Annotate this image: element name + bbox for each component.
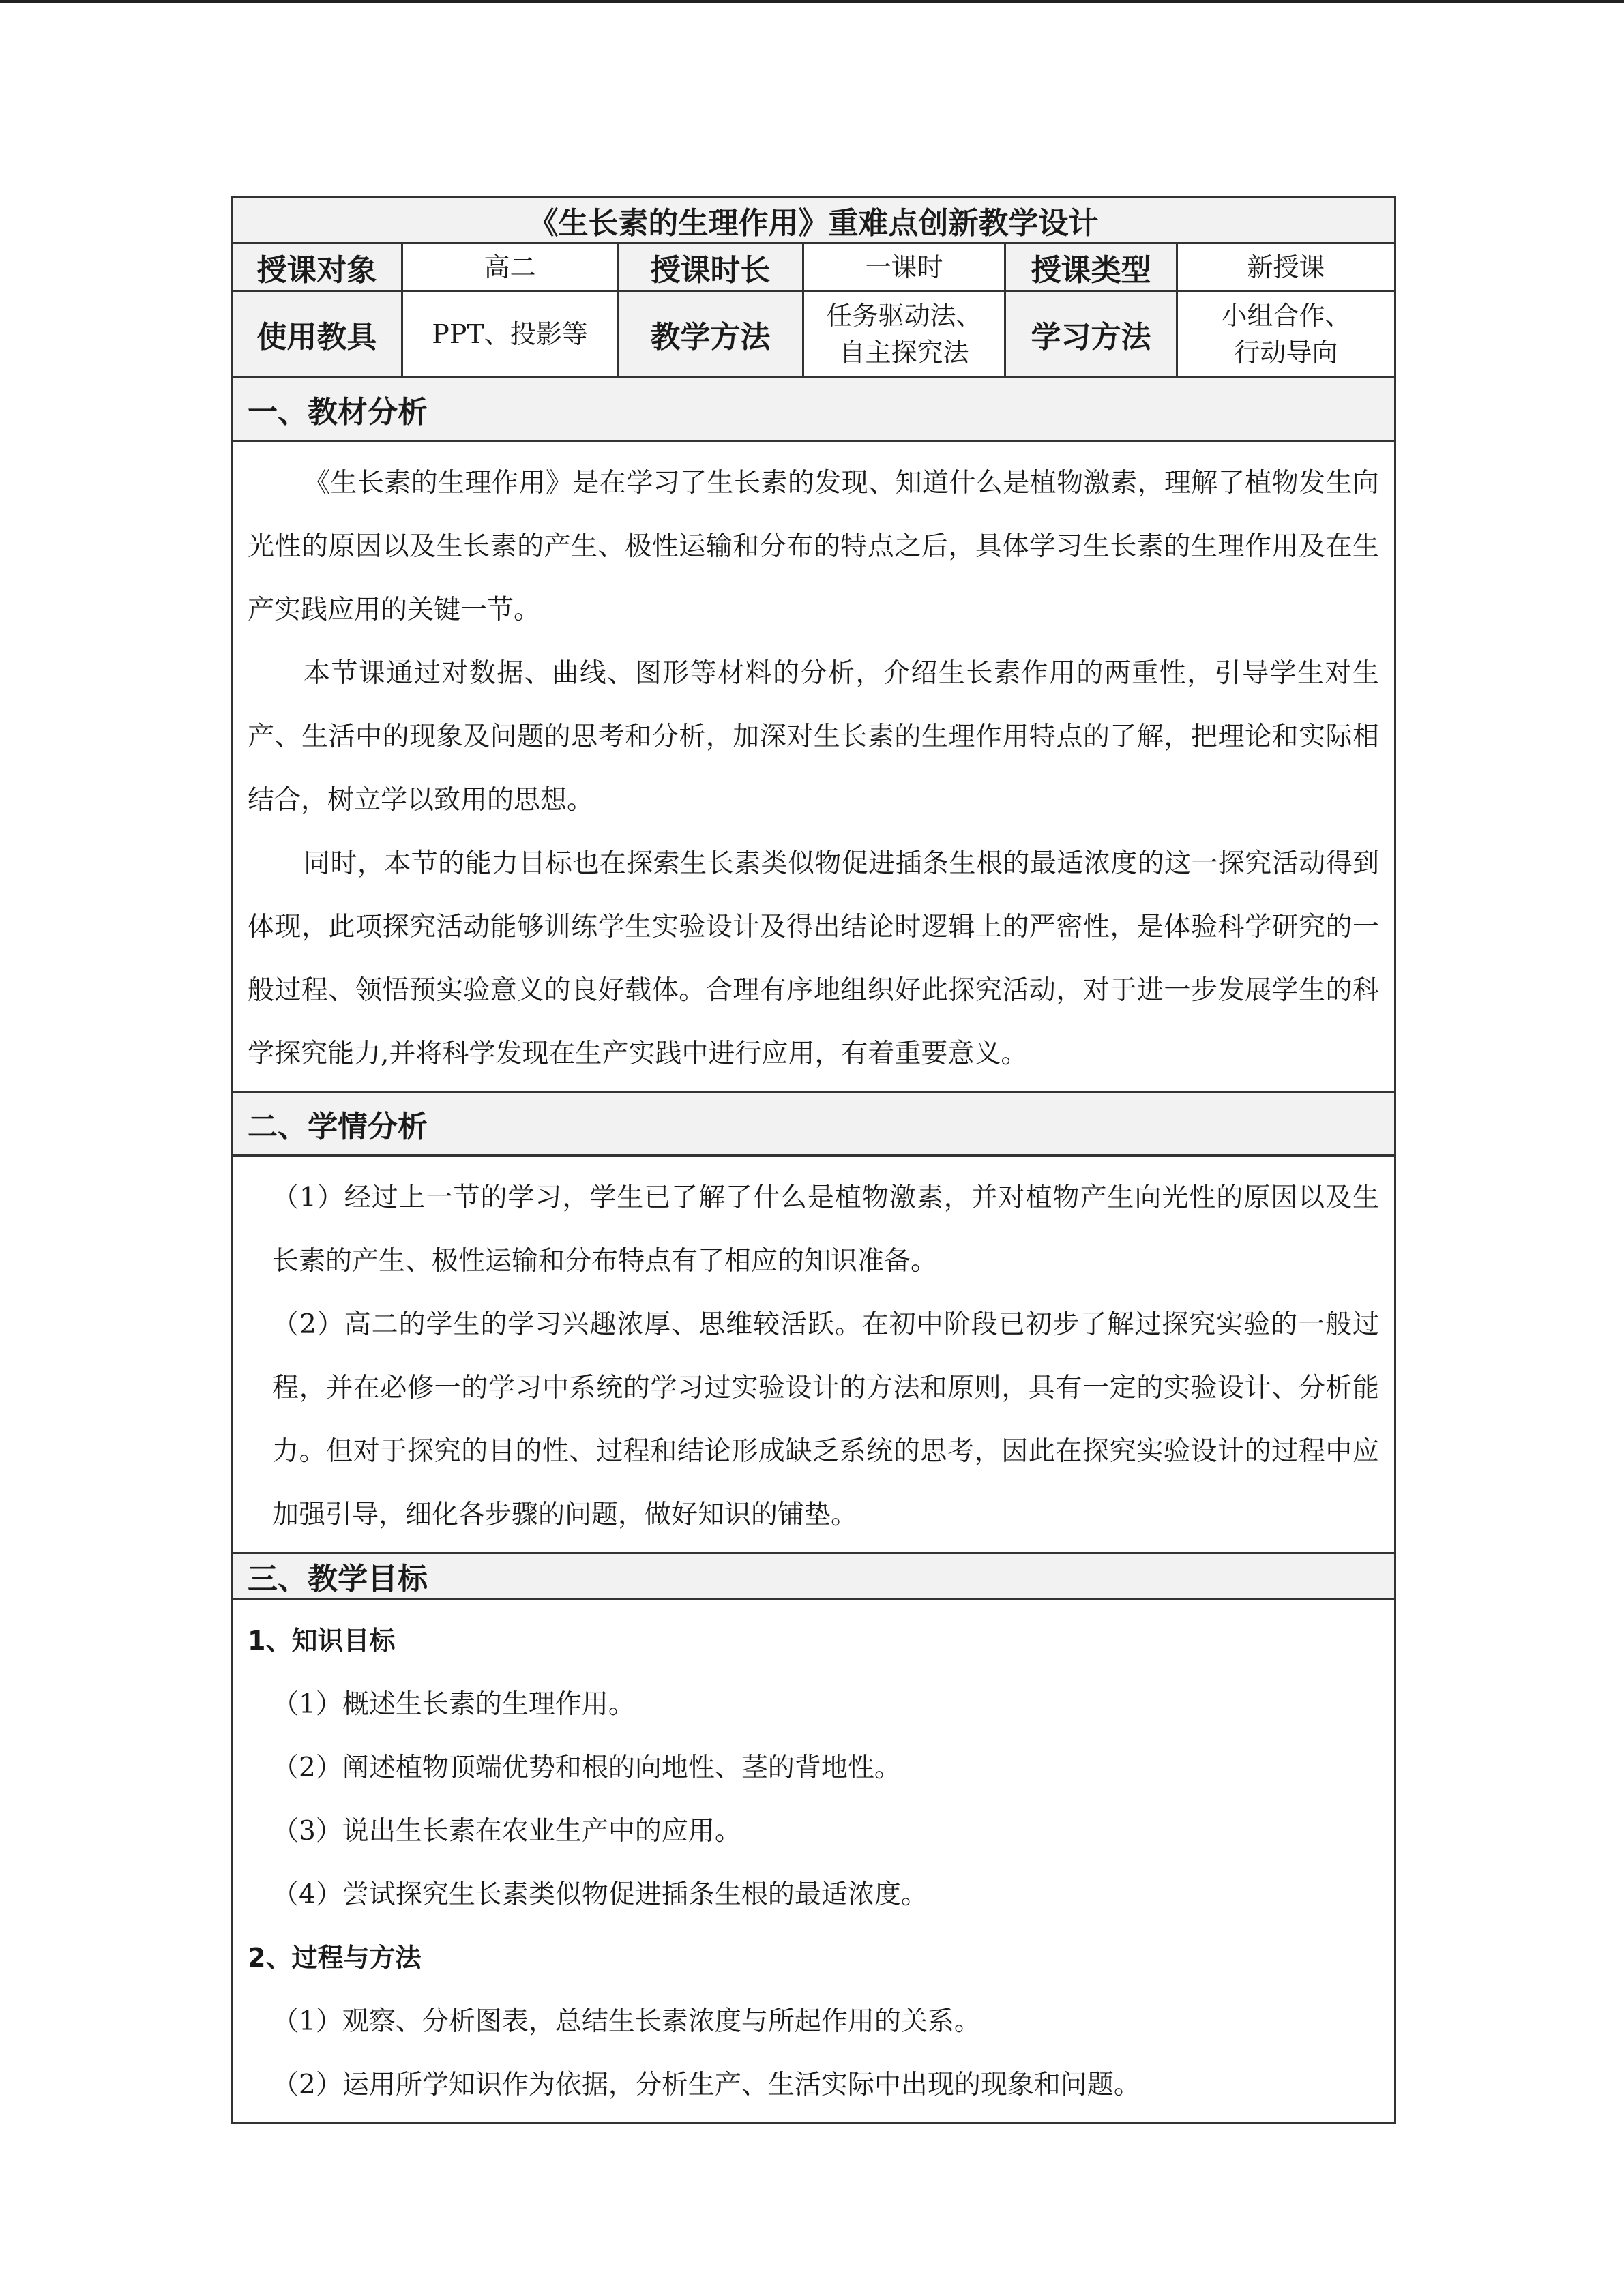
list-item: （1）观察、分析图表，总结生长素浓度与所起作用的关系。 bbox=[272, 2006, 981, 2037]
list-item: （1）概述生长素的生理作用。 bbox=[272, 1689, 635, 1720]
teaching-method-line-1: 任务驱动法、 bbox=[826, 301, 982, 331]
section-body-teaching-objectives bbox=[232, 1599, 1396, 2123]
list-item: （4）尝试探究生长素类似物促进插条生根的最适浓度。 bbox=[272, 1879, 928, 1910]
paragraph: （2）高二的学生的学习兴趣浓厚、思维较活跃。在初中阶段已初步了解过探究实验的一般过程，并在必修一的学习中系统的学习过实验设计的方法和原则，具有一定的实验设计、分析能力。但对于探究的目的性、过程和结论形成缺乏系统的思考，因此在探究实验设计的过程中应加强引导，细化各步骤的问题，做好知识的铺垫。 bbox=[272, 1309, 1380, 1530]
paragraph: 《生长素的生理作用》是在学习了生长素的发现、知道什么是植物激素，理解了植物发生向光性的原因以及生长素的产生、极性运输和分布的特点之后，具体学习生长素的生理作用及在生产实践应用的关键一节。 bbox=[248, 468, 1380, 625]
list-item: （3）说出生长素在农业生产中的应用。 bbox=[272, 1816, 741, 1847]
paragraph: 本节课通过对数据、曲线、图形等材料的分析，介绍生长素作用的两重性，引导学生对生产、生活中的现象及问题的思考和分析，加深对生长素的生理作用特点的了解，把理论和实际相结合，树立学以致用的思想。 bbox=[248, 658, 1380, 816]
section-heading-teaching-objectives: 三、教学目标 bbox=[232, 1553, 1396, 1599]
top-border-line bbox=[0, 0, 1624, 3]
value-audience: 高二 bbox=[402, 243, 618, 291]
paragraph: 同时，本节的能力目标也在探索生长素类似物促进插条生根的最适浓度的这一探究活动得到体现，此项探究活动能够训练学生实验设计及得出结论时逻辑上的严密性，是体验科学研究的一般过程、领悟预实验意义的良好载体。合理有序地组织好此探究活动，对于进一步发展学生的科学探究能力,并将科学发现在生产实践中进行应用，有着重要意义。 bbox=[248, 848, 1380, 1069]
value-duration: 一课时 bbox=[803, 243, 1005, 291]
label-learning-method: 学习方法 bbox=[1005, 291, 1177, 378]
learning-method-line-2: 行动导向 bbox=[1234, 338, 1338, 368]
value-teaching-method bbox=[803, 291, 1005, 378]
section-heading-textbook-analysis: 一、教材分析 bbox=[232, 378, 1396, 441]
label-duration: 授课时长 bbox=[618, 243, 803, 291]
label-audience: 授课对象 bbox=[232, 243, 402, 291]
subheading-knowledge-objectives: 1、知识目标 bbox=[248, 1626, 396, 1656]
subheading-process-method: 2、过程与方法 bbox=[248, 1943, 422, 1973]
value-lesson-type: 新授课 bbox=[1177, 243, 1396, 291]
label-lesson-type: 授课类型 bbox=[1005, 243, 1177, 291]
value-teaching-aids: PPT、投影等 bbox=[402, 291, 618, 378]
learning-method-line-1: 小组合作、 bbox=[1221, 301, 1351, 331]
section-heading-student-analysis: 二、学情分析 bbox=[232, 1092, 1396, 1156]
paragraph: （1）经过上一节的学习，学生已了解了什么是植物激素，并对植物产生向光性的原因以及生长素的产生、极性运输和分布特点有了相应的知识准备。 bbox=[272, 1182, 1380, 1277]
lesson-plan-table bbox=[231, 196, 1396, 2124]
label-teaching-method: 教学方法 bbox=[618, 291, 803, 378]
value-learning-method bbox=[1177, 291, 1396, 378]
teaching-method-line-2: 自主探究法 bbox=[839, 338, 969, 368]
label-teaching-aids: 使用教具 bbox=[232, 291, 402, 378]
list-item: （2）阐述植物顶端优势和根的向地性、茎的背地性。 bbox=[272, 1753, 901, 1783]
list-item: （2）运用所学知识作为依据，分析生产、生活实际中出现的现象和问题。 bbox=[272, 2070, 1140, 2100]
section-body-textbook-analysis bbox=[232, 441, 1396, 1092]
document-title: 《生长素的生理作用》重难点创新教学设计 bbox=[232, 198, 1396, 243]
section-body-student-analysis bbox=[232, 1156, 1396, 1553]
